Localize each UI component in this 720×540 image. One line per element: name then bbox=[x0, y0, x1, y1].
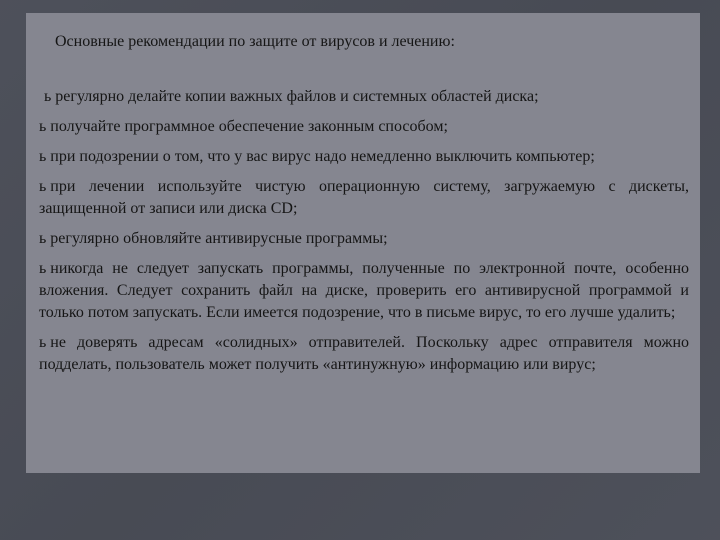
list-item-text: никогда не следует запускать программы, полученные по электронной почте, особенно вложения. Следует сохранить файл на диске, проверить его антивирусной программой и только потом запускать. Если имеется подозрение, что в письме вирус, то его лучше удалить; bbox=[39, 260, 689, 321]
bullet-marker: ь bbox=[39, 148, 47, 165]
list-item-text: не доверять адресам «солидных» отправителей. Поскольку адрес отправителя можно подделать, пользователь может получить «антинужную» информацию или вирус; bbox=[39, 334, 689, 373]
bullet-marker: ь bbox=[39, 334, 47, 351]
list-item bbox=[39, 332, 689, 376]
list-item bbox=[39, 176, 689, 220]
bullet-marker: ь bbox=[39, 230, 47, 247]
list-item bbox=[39, 228, 689, 250]
list-item-text: получайте программное обеспечение законным способом; bbox=[50, 118, 448, 135]
bullet-marker: ь bbox=[39, 118, 47, 135]
list-item-text: при подозрении о том, что у вас вирус надо немедленно выключить компьютер; bbox=[50, 148, 595, 165]
list-item bbox=[39, 146, 689, 168]
list-item-text: регулярно делайте копии важных файлов и системных областей диска; bbox=[55, 88, 539, 105]
list-item bbox=[39, 258, 689, 324]
recommendation-list bbox=[39, 86, 689, 376]
list-item-text: регулярно обновляйте антивирусные программы; bbox=[50, 230, 388, 247]
bullet-marker: ь bbox=[39, 260, 47, 277]
list-item-text: при лечении используйте чистую операционную систему, загружаемую с дискеты, защищенной от записи или диска CD; bbox=[39, 178, 689, 217]
list-item bbox=[39, 86, 689, 108]
bullet-marker: ь bbox=[44, 88, 52, 105]
bullet-marker: ь bbox=[39, 178, 47, 195]
slide-title: Основные рекомендации по защите от вирусов и лечению: bbox=[55, 33, 455, 50]
list-item bbox=[39, 116, 689, 138]
